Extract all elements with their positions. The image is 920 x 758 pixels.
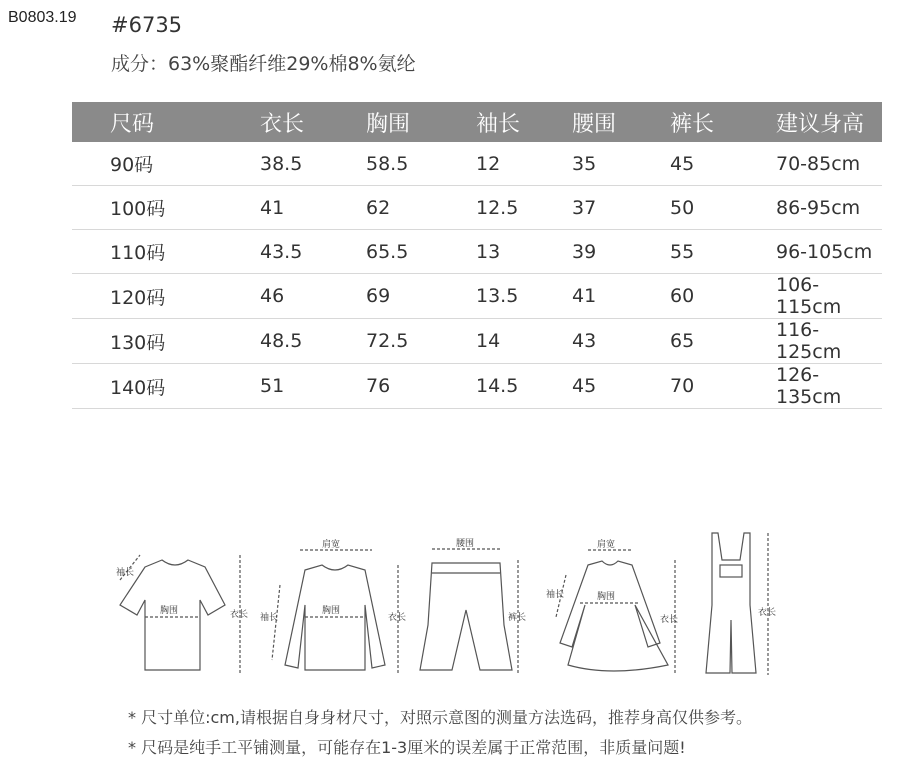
- cell-chest: 76: [366, 364, 476, 409]
- sku-number: #6735: [111, 13, 183, 37]
- tshirt-chest-label: 胸围: [160, 606, 179, 616]
- cell-sleeve: 13: [476, 230, 572, 274]
- dress-shoulder-label: 肩宽: [597, 540, 616, 550]
- table-row: [72, 230, 882, 274]
- fabric-composition: 成分：63%聚酯纤维29%棉8%氨纶: [111, 53, 416, 75]
- cell-waist: 37: [572, 186, 670, 230]
- table-row: [72, 274, 882, 319]
- cell-pants-length: 45: [670, 142, 776, 186]
- longsleeve-shoulder-label: 肩宽: [322, 540, 341, 550]
- shorts-length-label: 裤长: [508, 613, 527, 623]
- cell-size: 120码: [72, 274, 260, 319]
- cell-height: 126-135cm: [776, 364, 882, 409]
- cell-height: 106-115cm: [776, 274, 882, 319]
- tshirt-sleeve-label: 袖长: [116, 568, 135, 578]
- cell-waist: 43: [572, 319, 670, 364]
- cell-waist: 35: [572, 142, 670, 186]
- cell-pants-length: 65: [670, 319, 776, 364]
- shorts-diagram: [420, 538, 526, 673]
- cell-height: 116-125cm: [776, 319, 882, 364]
- cell-sleeve: 12: [476, 142, 572, 186]
- cell-pants-length: 55: [670, 230, 776, 274]
- cell-chest: 58.5: [366, 142, 476, 186]
- header-sleeve: 袖长: [476, 102, 572, 142]
- cell-length: 43.5: [260, 230, 366, 274]
- cell-sleeve: 13.5: [476, 274, 572, 319]
- cell-length: 38.5: [260, 142, 366, 186]
- cell-waist: 45: [572, 364, 670, 409]
- table-row: [72, 142, 882, 186]
- header-height: 建议身高: [776, 102, 882, 142]
- cell-chest: 62: [366, 186, 476, 230]
- cell-pants-length: 70: [670, 364, 776, 409]
- table-row: [72, 319, 882, 364]
- cell-pants-length: 50: [670, 186, 776, 230]
- cell-height: 86-95cm: [776, 186, 882, 230]
- overalls-length-label: 衣长: [758, 608, 777, 618]
- size-chart-table: [72, 102, 882, 409]
- header-size: 尺码: [72, 102, 260, 142]
- table-header-row: [72, 102, 882, 142]
- longsleeve-diagram: [260, 538, 406, 673]
- cell-chest: 65.5: [366, 230, 476, 274]
- header-waist: 腰围: [572, 102, 670, 142]
- cell-sleeve: 14: [476, 319, 572, 364]
- cell-sleeve: 12.5: [476, 186, 572, 230]
- cell-size: 130码: [72, 319, 260, 364]
- cell-length: 41: [260, 186, 366, 230]
- dress-diagram: [546, 538, 678, 675]
- cell-waist: 39: [572, 230, 670, 274]
- cell-waist: 41: [572, 274, 670, 319]
- cell-pants-length: 60: [670, 274, 776, 319]
- cell-sleeve: 14.5: [476, 364, 572, 409]
- cell-size: 110码: [72, 230, 260, 274]
- measurement-diagrams: [100, 525, 800, 685]
- cell-height: 96-105cm: [776, 230, 882, 274]
- shorts-waist-label: 腰围: [456, 539, 475, 549]
- cell-chest: 72.5: [366, 319, 476, 364]
- cell-size: 90码: [72, 142, 260, 186]
- header-pants-length: 裤长: [670, 102, 776, 142]
- cell-length: 48.5: [260, 319, 366, 364]
- overalls-diagram: [706, 533, 776, 675]
- longsleeve-length-label: 衣长: [388, 613, 407, 623]
- cell-size: 100码: [72, 186, 260, 230]
- header-chest: 胸围: [366, 102, 476, 142]
- table-row: [72, 186, 882, 230]
- note-measurement-error: * 尺码是纯手工平铺测量，可能存在1-3厘米的误差属于正常范围，非质量问题!: [128, 738, 686, 757]
- tshirt-diagram: [116, 555, 248, 673]
- cell-chest: 69: [366, 274, 476, 319]
- note-size-unit: * 尺寸单位:cm,请根据自身身材尺寸，对照示意图的测量方法选码，推荐身高仅供参考。: [128, 708, 752, 727]
- cell-size: 140码: [72, 364, 260, 409]
- dress-sleeve-label: 袖长: [546, 590, 565, 600]
- longsleeve-chest-label: 胸围: [322, 606, 341, 616]
- dress-chest-label: 胸围: [597, 592, 616, 602]
- longsleeve-sleeve-label: 袖长: [260, 613, 279, 623]
- product-code: B0803.19: [8, 9, 77, 26]
- cell-height: 70-85cm: [776, 142, 882, 186]
- cell-length: 51: [260, 364, 366, 409]
- cell-length: 46: [260, 274, 366, 319]
- tshirt-length-label: 衣长: [230, 610, 249, 620]
- table-row: [72, 364, 882, 409]
- dress-length-label: 衣长: [660, 615, 679, 625]
- header-length: 衣长: [260, 102, 366, 142]
